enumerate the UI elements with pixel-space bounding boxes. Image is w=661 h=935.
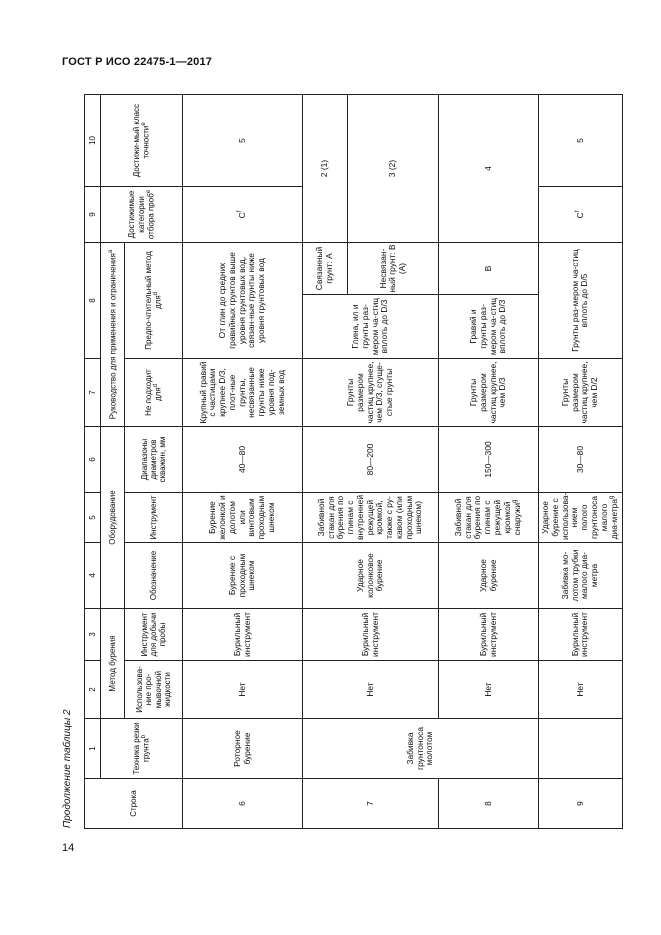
table-row [539, 94, 623, 828]
cell-tool: Забивной стакан для бурения по глинам с режущей кромкой снаружи$^g$ [439, 493, 539, 543]
cell-accuracy-class: 5 [183, 94, 303, 186]
cell-cohesive-category: Связанный грунт: A [303, 243, 349, 294]
column-number: 4 [85, 543, 101, 609]
table-area [84, 95, 620, 829]
header-designation: Обозначение [125, 543, 183, 609]
cell-flushing-fluid: Нет [539, 661, 623, 719]
header-sampling-categories: Достижимые категории отбора проб$^e$ [101, 186, 183, 242]
cell-preferred-method: Гравий и грунты раз-мером ча-стиц вплоть до D/3 [439, 295, 539, 359]
cell-designation: Бурение с проходным шнеком [183, 543, 303, 609]
cell-sampling-category: $C^f$ [539, 186, 623, 242]
column-numbers-row [85, 94, 101, 828]
document-header: ГОСТ Р ИСО 22475-1—2017 [62, 56, 213, 68]
cell-cutting-technique: Забивка грунтоноса молотом [303, 719, 539, 779]
cell-cutting-technique [539, 719, 623, 779]
cell-diameter-range: 40—80 [183, 427, 303, 493]
cell-designation: Ударное бурение [439, 543, 539, 609]
cell-cutting-technique: Роторное бурение [183, 719, 303, 779]
cell-tool: Забивной стакан для бурения по глинам с внутренней режущей кромкой, также с ру-кавом (или проходным шнеком) [303, 493, 439, 543]
header-diameter-range: Диапазоны диаметров скважин, мм [125, 427, 183, 493]
header-guidance: Руководство для применения и ограничения$^a$ [101, 242, 125, 426]
cell-not-suitable: Грунты размером частиц крупнее, чем D/2 [539, 359, 623, 427]
cell-sampling-tool: Бурильный инструмент [439, 609, 539, 661]
cell-sampling-tool: Бурильный инструмент [303, 609, 439, 661]
row-number: 8 [439, 779, 539, 829]
cell-flushing-fluid: Нет [183, 661, 303, 719]
group-header-row [101, 94, 125, 828]
cell-sampling-category: B [439, 242, 539, 294]
row-number: 9 [539, 779, 623, 829]
header-not-suitable: Не подходит для$^d$ [125, 359, 183, 427]
row-number: 7 [303, 779, 439, 829]
cell-tool: Ударное бурение с использова-нием полого грунтоноса малого диа-метра$^g$ [539, 493, 623, 543]
column-number: 2 [85, 661, 101, 719]
cell-tool: Бурение желонкой и долотом или винтовым проходным шнеком [183, 493, 303, 543]
column-number: 1 [85, 719, 101, 779]
header-preferred-method: Предпо-чтительный метод для$^d$ [125, 242, 183, 358]
header-equipment: Оборудование [101, 427, 125, 609]
methods-table [84, 94, 623, 829]
header-flushing-fluid: Использова-ние про-мывочной жидкости [125, 661, 183, 719]
cell-preferred-method: От глин до средних гравийных грунтов выше уровня грунтовых вод, связан-ные грунты ниже уровня грунтовых вод [183, 242, 303, 358]
header-tool: Инструмент [125, 493, 183, 543]
cell-diameter-range: 30—80 [539, 427, 623, 493]
column-number: 8 [85, 242, 101, 358]
page-number: 14 [62, 842, 75, 854]
row-number: 6 [183, 779, 303, 829]
header-accuracy-class: Достижи-мый класс точности$^e$ [101, 94, 183, 186]
cell-not-suitable: Крупный гравий с частицами крупнее D/3, плот-ные грунты, несвязанные грунты ниже уровня под-земных вод [183, 359, 303, 427]
cell-flushing-fluid: Нет [303, 661, 439, 719]
continuation-caption: Продолжение таблицы 2 [62, 709, 73, 828]
cell-preferred-method: Грунты раз-мером ча-стиц вплоть до D/5 [539, 242, 623, 358]
column-number: 3 [85, 609, 101, 661]
cell-preferred-method: Глина, ил и грунты раз-мером ча-стиц вплоть до D/3 [303, 295, 439, 359]
cell-diameter-range: 80—200 [303, 427, 439, 493]
cell-noncohesive-category: Несвязан-ный грунт: B (A) [377, 244, 408, 293]
cell-diameter-range: 150—300 [439, 427, 539, 493]
cell-sampling-tool: Бурильный инструмент [539, 609, 623, 661]
table-row [439, 94, 539, 828]
column-number: 10 [85, 94, 101, 186]
cell-cohesive-accuracy: 2 (1) [303, 95, 349, 242]
cell-accuracy-class: 4 [439, 94, 539, 242]
rotated-table-container [84, 95, 620, 829]
table-row [303, 94, 439, 828]
cell-not-suitable: Грунты размером частиц крупнее, чем D/3 [439, 359, 539, 427]
column-number: 9 [85, 186, 101, 242]
cell-designation: Ударное колонковое бурение [303, 543, 439, 609]
header-drilling-method: Метод бурения [101, 609, 125, 719]
cell-accuracy-class-split [303, 94, 439, 242]
header-cutting-technique: Техника резки грунта$^b$ [101, 719, 183, 779]
cell-sampling-category-split [303, 242, 439, 294]
header-sampling-tool: Инструмент для добычи пробы [125, 609, 183, 661]
cell-designation: Забивка мо-лотом трубки малого диа-метра [539, 543, 623, 609]
cell-accuracy-class: 5 [539, 94, 623, 186]
column-number: 6 [85, 427, 101, 493]
cell-sampling-category: $C^f$ [183, 186, 303, 242]
cell-not-suitable: Грунты размером частиц крупнее, чем D/3, сгуще-стые грунты [303, 359, 439, 427]
column-number: 7 [85, 359, 101, 427]
row-label-header: Строка [85, 779, 183, 829]
cell-flushing-fluid: Нет [439, 661, 539, 719]
table-row [183, 94, 303, 828]
cell-noncohesive-accuracy: 3 (2) [387, 159, 398, 178]
cell-sampling-tool: Бурильный инструмент [183, 609, 303, 661]
column-number: 5 [85, 493, 101, 543]
